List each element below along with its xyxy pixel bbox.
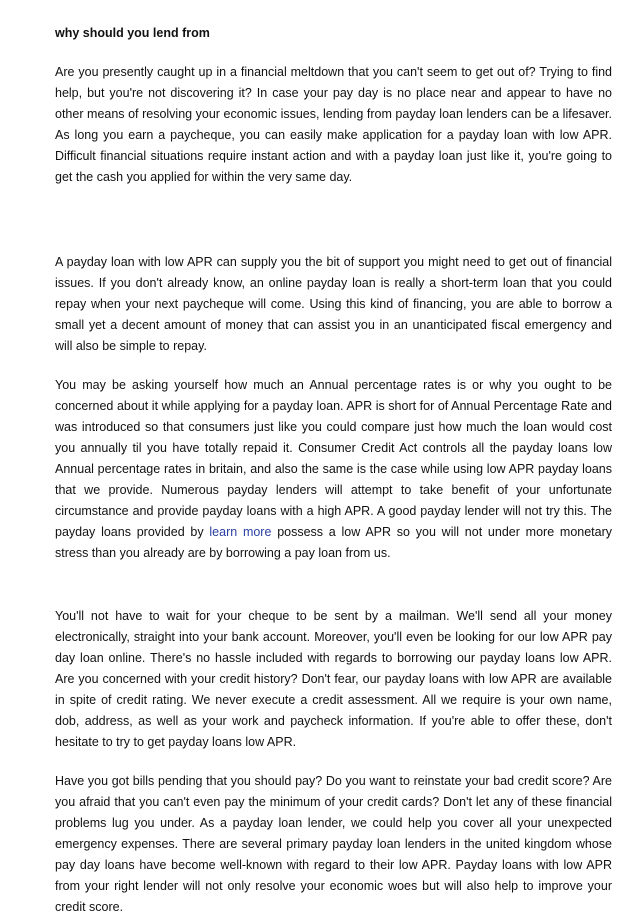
paragraph-gap bbox=[55, 188, 612, 252]
paragraph-4: You'll not have to wait for your cheque to be sent by a mailman. We'll send all your money electronically, straight into your bank account. Moreover, you'll even be looking for our low APR pay day loan online. There's no hassle included with regards to borrowing our payday loans low APR. Are you concerned with your credit history? Don't fear, our payday loans with low APR are available in spite of credit rating. We never execute a credit assessment. All we require is your own name, dob, address, as well as your work and paycheck information. If you're able to offer these, don't hesitate to try to get payday loans low APR. bbox=[55, 609, 612, 749]
paragraph-gap bbox=[55, 357, 612, 375]
paragraph-3-text-before-link: You may be asking yourself how much an Annual percentage rates is or why you ought to be concerned about it while applying for a payday loan. APR is short for of Annual Percentage Rate and was introduced so that consumers just like you could compare just how much the loan would cost you annually til you have totally repaid it. Consumer Credit Act controls all the payday loans low Annual percentage rates in britain, and also the same is the case while using low APR payday loans that we provide. Numerous payday lenders will attempt to take benefit of your unfortunate circumstance and provide payday loans with a high APR. A good payday lender will not try this. The payday loans provided by bbox=[55, 378, 612, 539]
paragraph-5: Have you got bills pending that you should pay? Do you want to reinstate your bad credit score? Are you afraid that you can't even pay the minimum of your credit cards? Don't let any of these financial problems lug you under. As a payday loan lender, we could help you cover all your unexpected emergency expenses. There are several primary payday loan lenders in the united kingdom whose pay day loans have become well-known with regard to their low APR. Payday loans with low APR from your right lender will not only resolve your economic woes but will also help to improve your credit score. bbox=[55, 774, 612, 914]
paragraph-2: A payday loan with low APR can supply you the bit of support you might need to get out of financial issues. If you don't already know, an online payday loan is really a short-term loan that you could repay when your next paycheque will come. Using this kind of financing, you are able to borrow a small yet a decent amount of money that can assist you in an unanticipated fiscal emergency and will also be simple to repay. bbox=[55, 255, 612, 353]
document-page bbox=[55, 24, 612, 918]
paragraph-1: Are you presently caught up in a financial meltdown that you can't seem to get out of? Trying to find help, but you're not discovering it? In case your pay day is no place near and appear to have no other means of resolving your economic issues, lending from payday loan lenders can be a lifesaver. As long you earn a paycheque, you can easily make application for a payday loan with low APR. Difficult financial situations require instant action and with a payday loan just like it, you're going to get the cash you applied for within the very same day. bbox=[55, 65, 612, 184]
paragraph-3 bbox=[55, 375, 612, 564]
paragraph-3-text-after-link: possess a low APR so you will not under more monetary stress than you already are by borrowing a pay loan from us. bbox=[55, 525, 613, 560]
learn-more-link[interactable]: learn more bbox=[209, 525, 272, 539]
paragraph-gap bbox=[55, 753, 612, 771]
document-title: why should you lend from bbox=[55, 26, 210, 40]
paragraph-gap bbox=[55, 564, 612, 606]
